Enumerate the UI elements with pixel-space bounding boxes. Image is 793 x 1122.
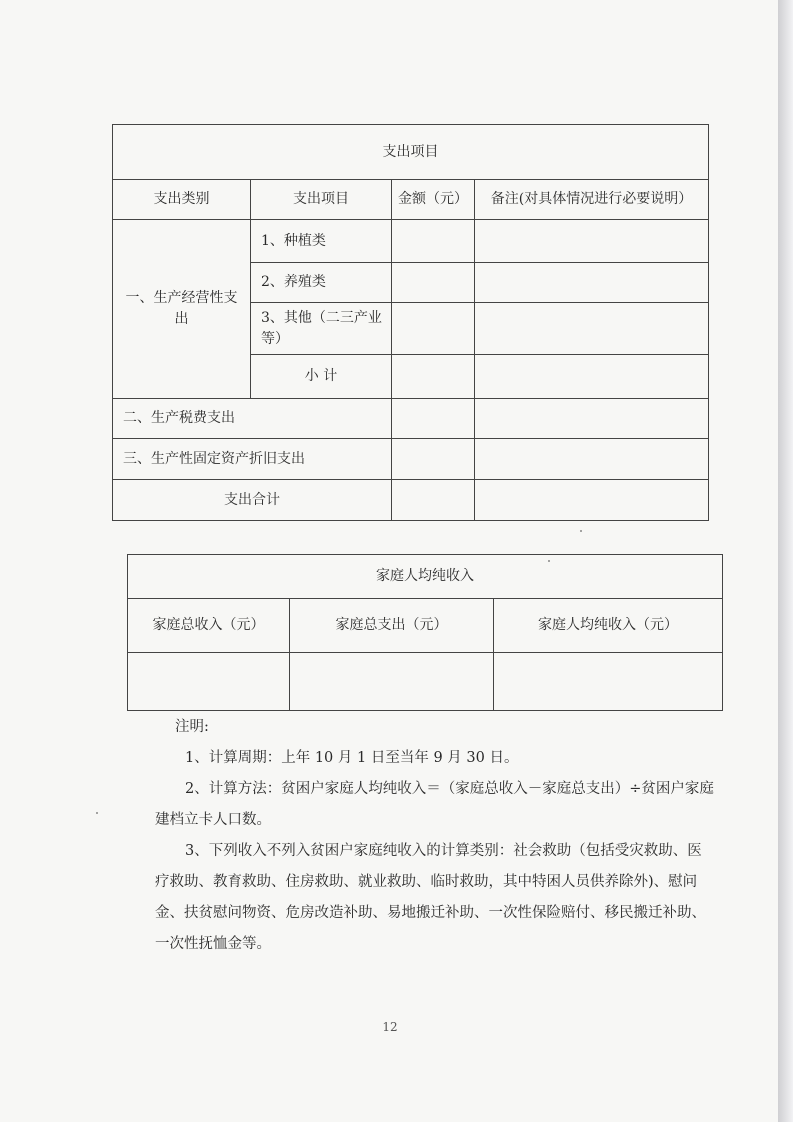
header-category: 支出类别 <box>113 180 251 220</box>
income-table-title: 家庭人均纯收入 <box>128 555 723 599</box>
remarks-cell <box>475 220 709 263</box>
note-item-1: 1、计算周期：上年 10 月 1 日至当年 9 月 30 日。 <box>185 750 519 766</box>
notes-section <box>155 712 715 960</box>
header-item: 支出项目 <box>251 180 392 220</box>
value-cell <box>128 653 290 711</box>
amount-cell <box>392 399 475 439</box>
scan-speck <box>96 812 98 814</box>
header-remarks: 备注(对具体情况进行必要说明） <box>475 180 709 220</box>
subtotal-label: 小 计 <box>251 355 392 399</box>
amount-cell <box>392 263 475 303</box>
amount-cell <box>392 220 475 263</box>
item-breeding: 2、养殖类 <box>251 263 392 303</box>
header-per-capita-income: 家庭人均纯收入（元） <box>494 599 723 653</box>
category-tax-expense: 二、生产税费支出 <box>113 399 392 439</box>
header-amount: 金额（元） <box>392 180 475 220</box>
remarks-cell <box>475 399 709 439</box>
remarks-cell <box>475 480 709 521</box>
header-total-income: 家庭总收入（元） <box>128 599 290 653</box>
amount-cell <box>392 439 475 480</box>
amount-cell <box>392 355 475 399</box>
expense-total-label: 支出合计 <box>113 480 392 521</box>
category-operating-expense: 一、生产经营性支出 <box>113 220 251 399</box>
value-cell <box>290 653 494 711</box>
category-depreciation-expense: 三、生产性固定资产折旧支出 <box>113 439 392 480</box>
item-planting: 1、种植类 <box>251 220 392 263</box>
scan-speck <box>548 560 550 562</box>
page-number: 12 <box>382 1020 398 1034</box>
amount-cell <box>392 303 475 355</box>
expense-table-title: 支出项目 <box>113 125 709 180</box>
note-item-3: 3、下列收入不列入贫困户家庭纯收入的计算类别：社会救助（包括受灾救助、医疗救助、教育救助、住房救助、就业救助、临时救助，其中特困人员供养除外)、慰问金、扶贫慰问物资、危房改造补助、易地搬迁补助、一次性保险赔付、移民搬迁补助、一次性抚恤金等。 <box>155 843 706 952</box>
header-total-expense: 家庭总支出（元） <box>290 599 494 653</box>
item-other: 3、其他（二三产业等） <box>251 303 392 355</box>
remarks-cell <box>475 303 709 355</box>
income-table <box>127 554 723 711</box>
remarks-cell <box>475 263 709 303</box>
scan-speck <box>580 530 582 532</box>
expense-table <box>112 124 709 521</box>
remarks-cell <box>475 439 709 480</box>
remarks-cell <box>475 355 709 399</box>
value-cell <box>494 653 723 711</box>
notes-title: 注明: <box>175 719 209 735</box>
page-edge-shadow <box>778 0 793 1122</box>
amount-cell <box>392 480 475 521</box>
note-item-2: 2、计算方法：贫困户家庭人均纯收入＝（家庭总收入－家庭总支出）÷贫困户家庭建档立卡人口数。 <box>155 781 714 828</box>
